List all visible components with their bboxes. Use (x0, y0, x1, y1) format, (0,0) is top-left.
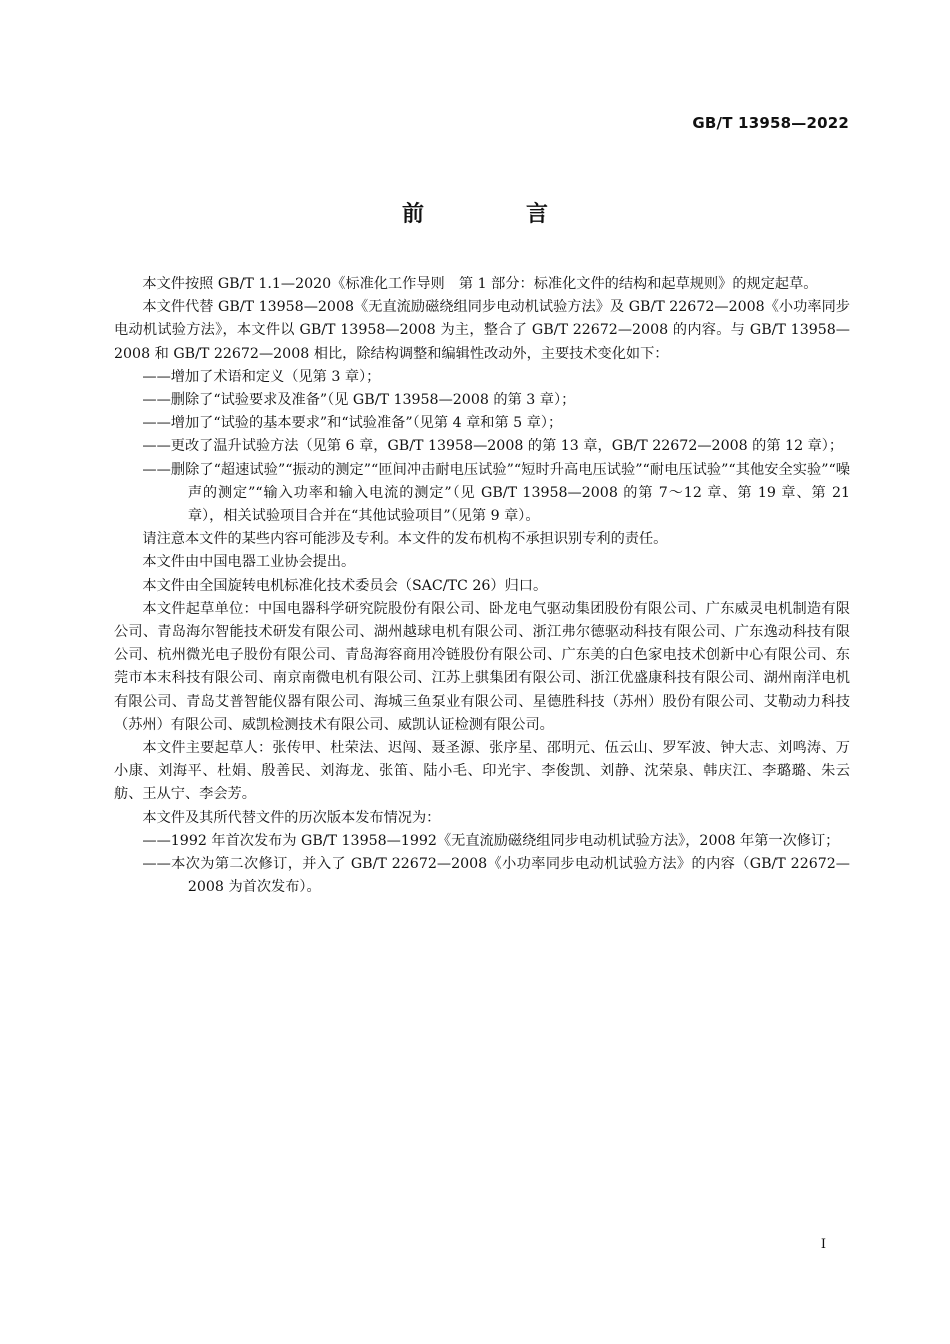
paragraph: 本文件代替 GB/T 13958—2008《无直流励磁绕组同步电动机试验方法》及 GB/T 22672—2008《小功率同步电动机试验方法》，本文件以 GB/T 13958—2008 为主，整合了 GB/T 22672—2008 的内容。与 GB/T 13958—2008 和 GB/T 22672—2008 相比，除结构调整和编辑性改动外，主要技术变化如下： (114, 299, 850, 362)
list-item: ——删除了“超速试验”“振动的测定”“匝间冲击耐电压试验”“短时升高电压试验”“耐电压试验”“其他安全实验”“噪声的测定”“输入功率和输入电流的测定”（见 GB/T 13958—2008 的第 7～12 章、第 19 章、第 21 章），相关试验项目合并在“其他试验项目”（见第 9 章）。 (142, 461, 850, 525)
paragraph: 本文件由中国电器工业协会提出。 (142, 554, 356, 571)
paragraph: 本文件主要起草人：张传甲、杜荣法、迟闯、聂圣源、张序星、邵明元、伍云山、罗军波、钟大志、刘鸣涛、万小康、刘海平、杜娟、殷善民、刘海龙、张笛、陆小毛、印光宇、李俊凯、刘静、沈荣泉、韩庆江、李璐璐、朱云舫、王从宁、李会芳。 (114, 740, 850, 803)
list-item: ——删除了“试验要求及准备”（见 GB/T 13958—2008 的第 3 章）； (142, 392, 576, 409)
list-item: ——本次为第二次修订，并入了 GB/T 22672—2008《小功率同步电动机试验方法》的内容（GB/T 22672—2008 为首次发布）。 (142, 856, 850, 896)
page-number: I (820, 1237, 826, 1252)
paragraph: 本文件及其所代替文件的历次版本发布情况为： (142, 809, 441, 826)
paragraph: 请注意本文件的某些内容可能涉及专利。本文件的发布机构不承担识别专利的责任。 (142, 531, 668, 548)
list-item: ——更改了温升试验方法（见第 6 章，GB/T 13958—2008 的第 13 章，GB/T 22672—2008 的第 12 章）； (142, 438, 844, 455)
paragraph: 本文件按照 GB/T 1.1—2020《标准化工作导则 第 1 部分：标准化文件的结构和起草规则》的规定起草。 (142, 276, 818, 292)
standard-code: GB/T 13958—2022 (692, 114, 849, 132)
list-item: ——增加了术语和定义（见第 3 章）； (142, 368, 381, 385)
paragraph: 本文件起草单位：中国电器科学研究院股份有限公司、卧龙电气驱动集团股份有限公司、广东威灵电机制造有限公司、青岛海尔智能技术研发有限公司、湖州越球电机有限公司、浙江弗尔德驱动科技有限公司、广东逸动科技有限公司、杭州微光电子股份有限公司、青岛海容商用冷链股份有限公司、广东美的白色家电技术创新中心有限公司、东莞市本末科技有限公司、南京南微电机有限公司、江苏上骐集团有限公司、浙江优盛康科技有限公司、湖州南洋电机有限公司、青岛艾普智能仪器有限公司、海城三鱼泵业有限公司、星德胜科技（苏州）股份有限公司、艾勒动力科技（苏州）有限公司、威凯检测技术有限公司、威凯认证检测有限公司。 (114, 600, 850, 733)
list-item: ——1992 年首次发布为 GB/T 13958—1992《无直流励磁绕组同步电动机试验方法》，2008 年第一次修订； (142, 832, 840, 849)
list-item: ——增加了“试验的基本要求”和“试验准备”（见第 4 章和第 5 章）； (142, 415, 563, 432)
paragraph: 本文件由全国旋转电机标准化技术委员会（SAC/TC 26）归口。 (142, 577, 548, 594)
document-body (114, 273, 850, 899)
page-title: 前 言 (401, 202, 588, 227)
